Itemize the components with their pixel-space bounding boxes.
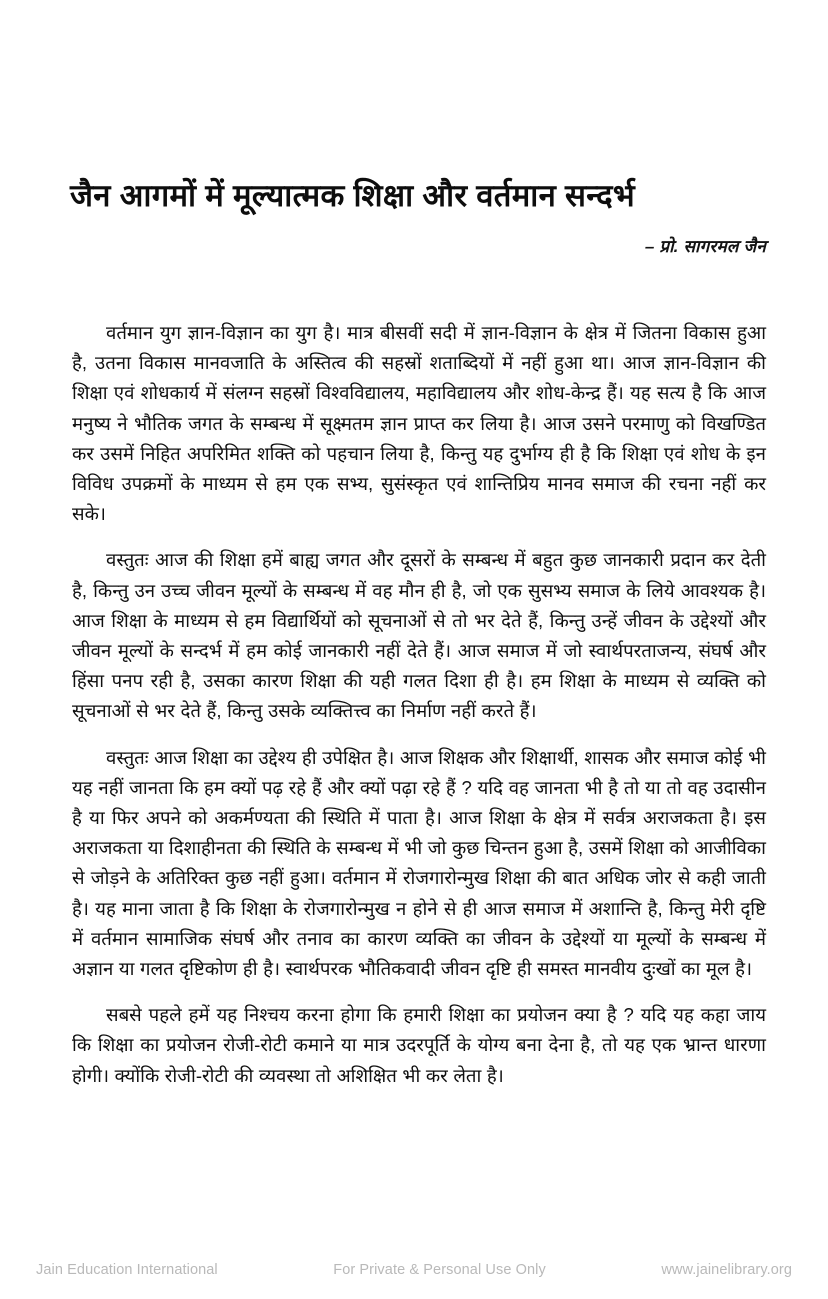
footer-usage-notice: For Private & Personal Use Only: [333, 1262, 546, 1278]
paragraph-1: वर्तमान युग ज्ञान-विज्ञान का युग है। मात्र बीसवीं सदी में ज्ञान-विज्ञान के क्षेत्र में जितना विकास हुआ है, उतना विकास मानवजाति के अस्तित्व की सहस्रों शताब्दियों में नहीं हुआ था। आज ज्ञान-विज्ञान की शिक्षा एवं शोधकार्य में संलग्न सहस्रों विश्वविद्यालय, महाविद्यालय और शोध-केन्द्र हैं। यह सत्य है कि आज मनुष्य ने भौतिक जगत के सम्बन्ध में सूक्ष्मतम ज्ञान प्राप्त कर लिया है। आज उसने परमाणु को विखण्डित कर उसमें निहित अपरिमित शक्ति को पहचान लिया है, किन्तु यह दुर्भाग्य ही है कि शिक्षा एवं शोध के इन विविध उपक्रमों के माध्यम से हम एक सभ्य, सुसंस्कृत एवं शान्तिप्रिय मानव समाज की रचना नहीं कर सके।: [72, 322, 766, 525]
paragraph-4: सबसे पहले हमें यह निश्चय करना होगा कि हमारी शिक्षा का प्रयोजन क्या है ? यदि यह कहा जाय कि शिक्षा का प्रयोजन रोजी-रोटी कमाने या मात्र उदरपूर्ति के योग्य बना देना है, तो यह एक भ्रान्त धारणा होगी। क्योंकि रोजी-रोटी की व्यवस्था तो अशिक्षित भी कर लेता है।: [72, 1004, 766, 1086]
body-text: [72, 318, 766, 1091]
footer-organization: Jain Education International: [36, 1262, 218, 1278]
page-title: जैन आगमों में मूल्यात्मक शिक्षा और वर्तमान सन्दर्भ: [70, 178, 636, 213]
author-byline: – प्रो. सागरमल जैन: [644, 236, 766, 256]
title-block: [70, 176, 766, 257]
paragraph-3: वस्तुतः आज शिक्षा का उद्देश्य ही उपेक्षित है। आज शिक्षक और शिक्षार्थी, शासक और समाज कोई भी यह नहीं जानता कि हम क्यों पढ़ रहे हैं और क्यों पढ़ा रहे हैं ? यदि वह जानता भी है तो या तो वह उदासीन है या फिर अपने को अकर्मण्यता की स्थिति में पाता है। आज शिक्षा के क्षेत्र में सर्वत्र अराजकता है। इस अराजकता या दिशाहीनता की स्थिति के सम्बन्ध में भी जो कुछ चिन्तन हुआ है, उसमें शिक्षा को आजीविका से जोड़ने के अतिरिक्त कुछ नहीं हुआ। वर्तमान में रोजगारोन्मुख शिक्षा की बात अधिक जोर से कही जाती है। यह माना जाता है कि शिक्षा के रोजगारोन्मुख न होने से ही आज समाज में अशान्ति है, किन्तु मेरी दृष्टि में वर्तमान सामाजिक संघर्ष और तनाव का कारण व्यक्ति का जीवन के उद्देश्यों या मूल्यों के सम्बन्ध में अज्ञान या गलत दृष्टिकोण ही है। स्वार्थपरक भौतिकवादी जीवन दृष्टि ही समस्त मानवीय दुःखों का मूल है।: [72, 746, 766, 980]
page-footer: [0, 1258, 828, 1282]
paragraph-2: वस्तुतः आज की शिक्षा हमें बाह्य जगत और दूसरों के सम्बन्ध में बहुत कुछ जानकारी प्रदान कर देती है, किन्तु उन उच्च जीवन मूल्यों के सम्बन्ध में वह मौन ही है, जो एक सुसभ्य समाज के लिये आवश्यक है। आज शिक्षा के माध्यम से हम विद्यार्थियों को सूचनाओं से तो भर देते हैं, किन्तु उन्हें जीवन के उद्देश्यों और जीवन मूल्यों के सन्दर्भ में हम कोई जानकारी नहीं देते हैं। आज समाज में जो स्वार्थपरताजन्य, संघर्ष और हिंसा पनप रही है, उसका कारण शिक्षा की यही गलत दिशा ही है। हम शिक्षा के माध्यम से व्यक्ति को सूचनाओं से भर देते हैं, किन्तु उसके व्यक्तित्त्व का निर्माण नहीं करते हैं।: [72, 549, 766, 722]
footer-website-url[interactable]: www.jainelibrary.org: [661, 1262, 792, 1278]
